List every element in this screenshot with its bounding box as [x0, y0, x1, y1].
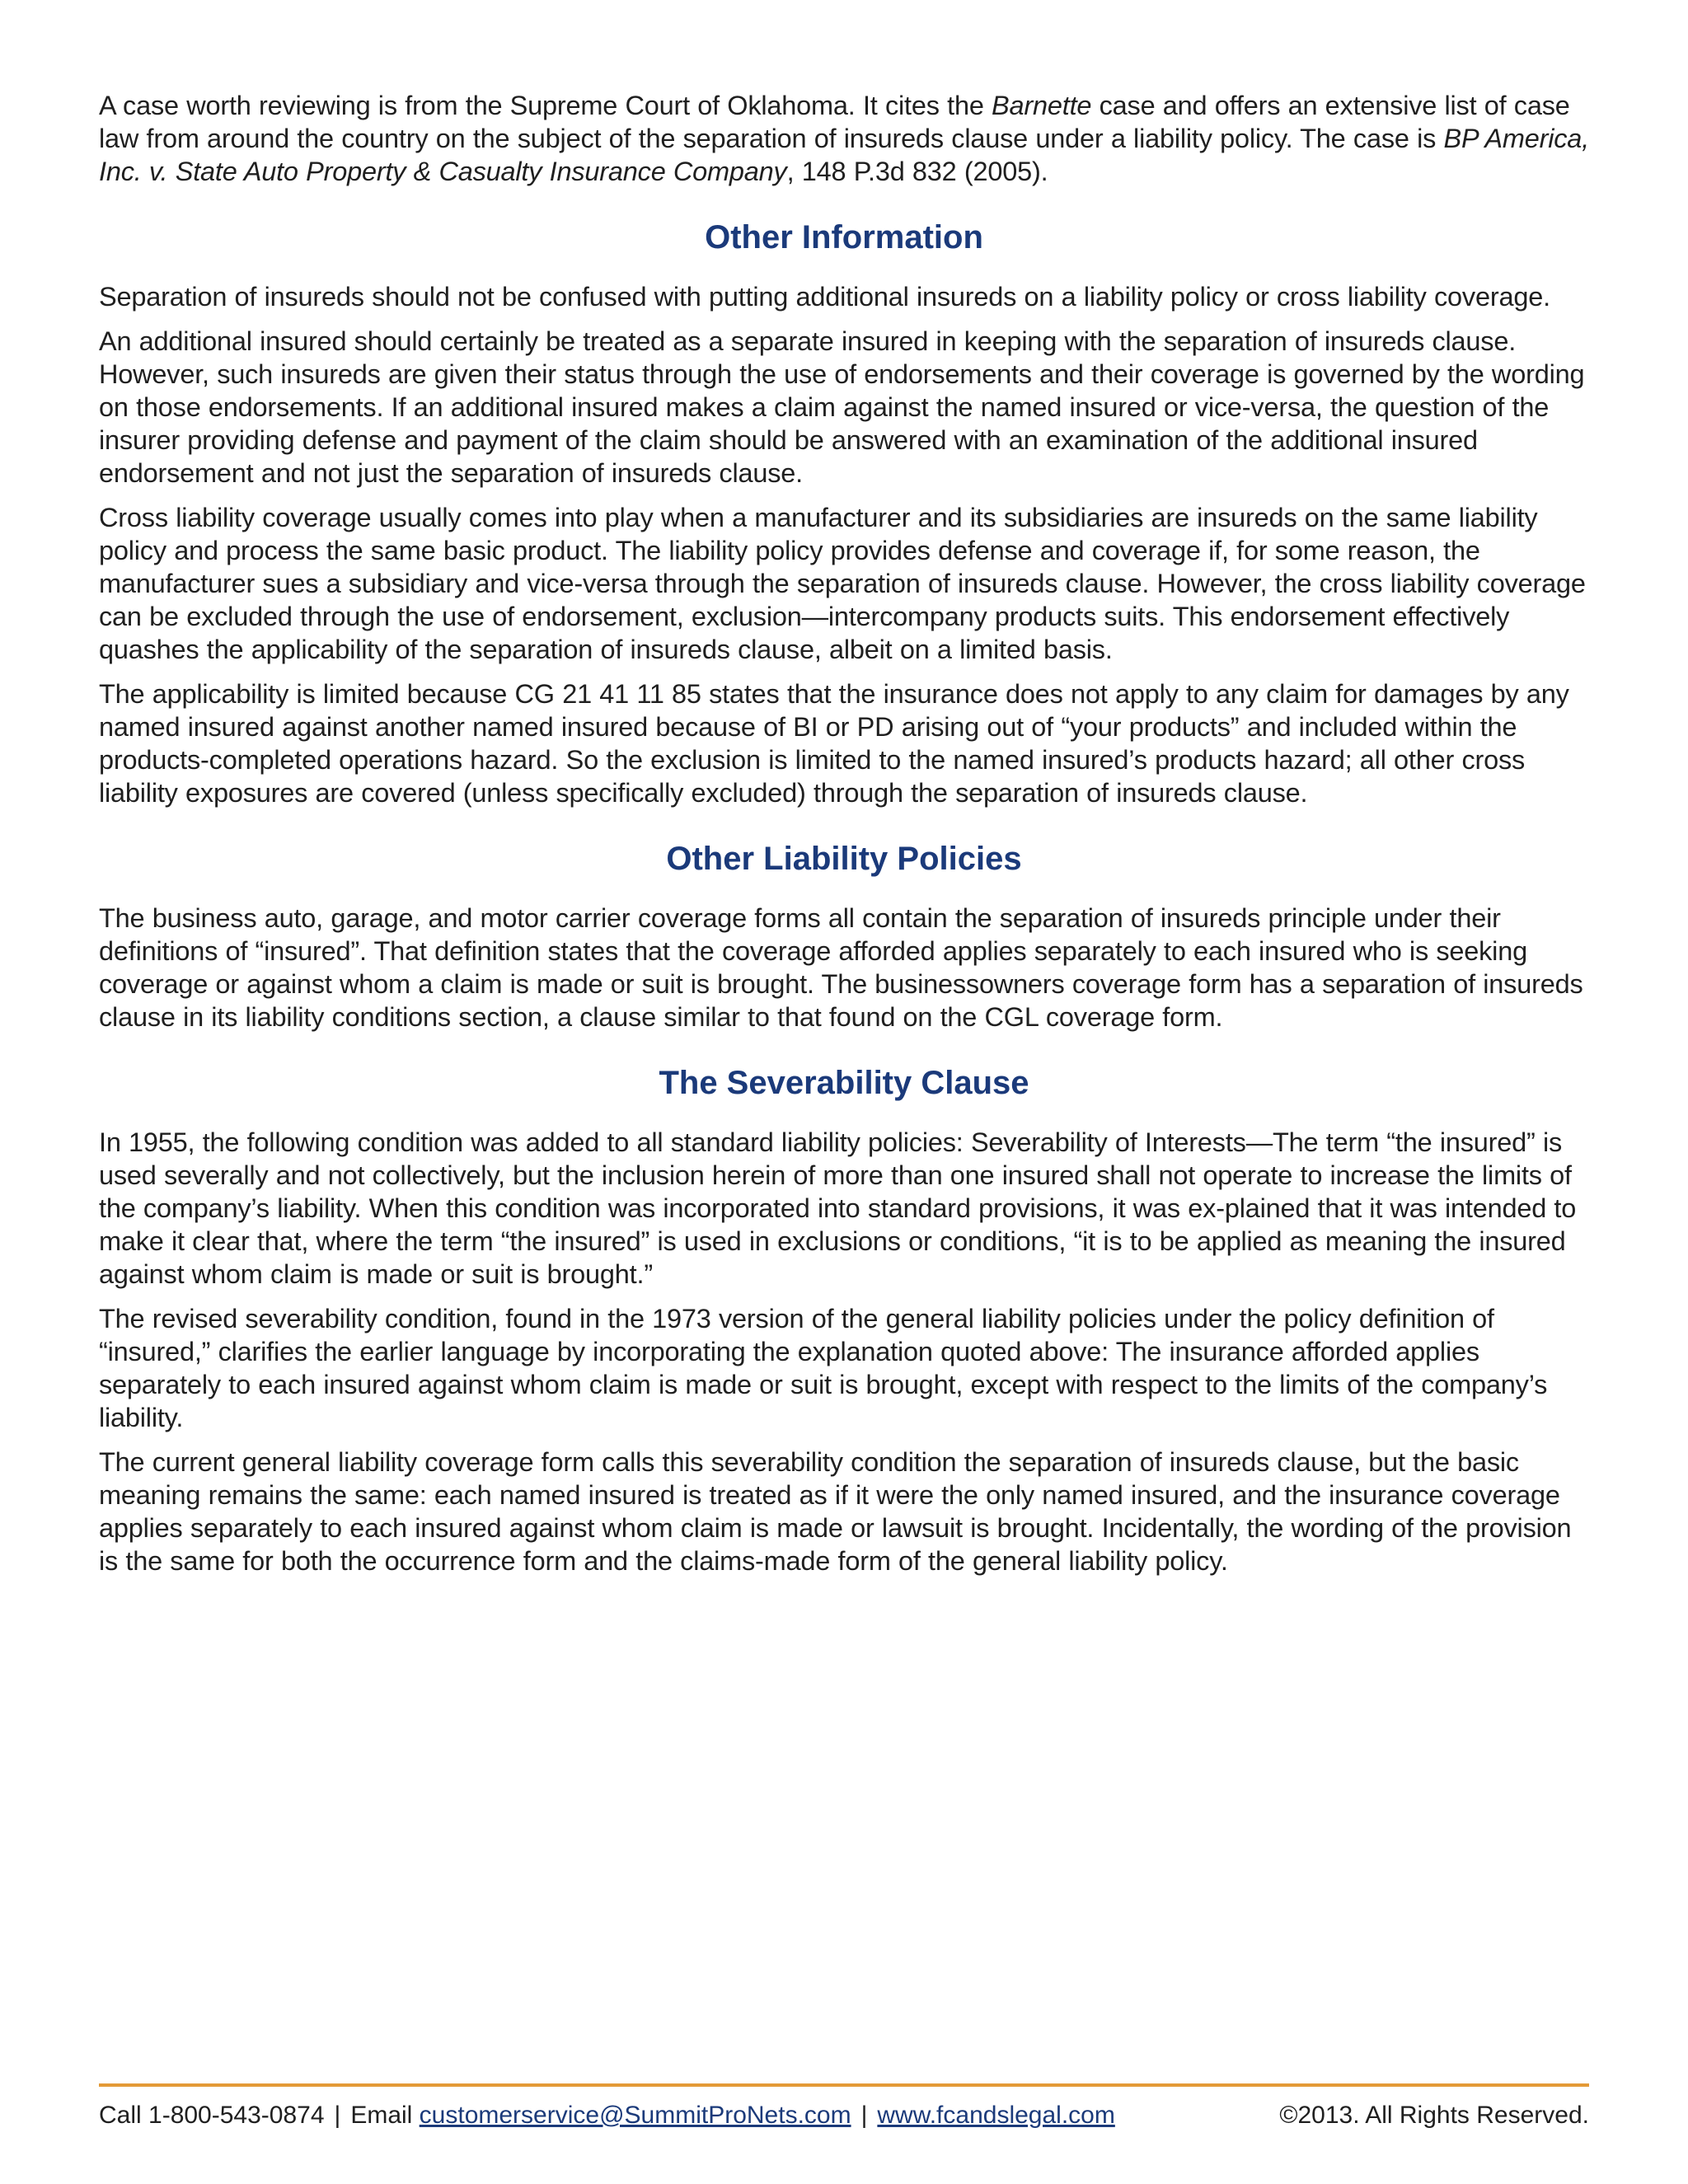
paragraph: The applicability is limited because CG 21 41 11 85 states that the insurance does not apply to any claim for damages by any named insured against another named insured because of BI or PD arising out of “your products” and included within the products-completed operations hazard. So the exclusion is limited to the named insured’s products hazard; all other cross liability exposures are covered (unless specifically excluded) through the separation of insureds clause.: [99, 679, 1569, 808]
intro-text-e: , 148 P.3d 832 (2005).: [786, 157, 1048, 186]
footer-contact: [99, 2100, 1115, 2131]
footer-separator: |: [860, 2102, 868, 2129]
paragraph: An additional insured should certainly be treated as a separate insured in keeping with the separation of insureds clause. However, such insureds are given their status through the use of endorsements and their coverage is governed by the wording on those endorsements. If an additional insured makes a claim against the named insured or vice-versa, the question of the insurer providing defense and payment of the claim should be answered with an examination of the additional insured endorsement and not just the separation of insureds clause.: [99, 326, 1585, 488]
intro-case-name: Barnette: [992, 91, 1092, 120]
intro-paragraph: [99, 89, 1589, 188]
intro-text-c: case and offers an extensive list of case law from around the country on the subject of the separation of insureds clause under a liability policy. The case is: [99, 91, 1570, 153]
footer-email-label: Email: [350, 2102, 420, 2129]
footer-phone: Call 1-800-543-0874: [99, 2102, 325, 2129]
footer-email-link[interactable]: customerservice@SummitProNets.com: [419, 2102, 851, 2129]
page-footer: [99, 2083, 1589, 2131]
heading-other-information: Other Information: [705, 219, 983, 255]
footer-copyright: ©2013. All Rights Reserved.: [1279, 2102, 1589, 2129]
paragraph: In 1955, the following condition was added to all standard liability policies: Severability of Interests—The term “the insured” is used severally and not collectively, but the inclusion herein of more than one insured shall not operate to increase the limits of the company’s liability. When this condition was incorporated into standard provisions, it was ex-plained that it was intended to make it clear that, where the term “the insured” is used in exclusions or conditions, “it is to be applied as meaning the insured against whom claim is made or suit is brought.”: [99, 1127, 1577, 1289]
intro-case-citation: BP America, Inc. v. State Auto Property & Casualty Insurance Company: [99, 124, 1589, 186]
intro-text-a: A case worth reviewing is from the Supreme Court of Oklahoma. It cites the: [99, 91, 992, 120]
footer-website-link[interactable]: www.fcandslegal.com: [877, 2102, 1115, 2129]
paragraph: The current general liability coverage form calls this severability condition the separation of insureds clause, but the basic meaning remains the same: each named insured is treated as if it were the only named insured, and the insurance coverage applies separately to each insured against whom claim is made or lawsuit is brought. Incidentally, the wording of the provision is the same for both the occurrence form and the claims-made form of the general liability policy.: [99, 1447, 1572, 1576]
footer-separator: |: [334, 2102, 341, 2129]
heading-other-liability-policies: Other Liability Policies: [666, 841, 1022, 877]
footer-contact-row: [99, 2100, 1589, 2131]
paragraph: Cross liability coverage usually comes into play when a manufacturer and its subsidiaries are insureds on the same liability policy and process the same basic product. The liability policy provides defense and coverage if, for some reason, the manufacturer sues a subsidiary and vice-versa through the separation of insureds clause. However, the cross liability coverage can be excluded through the use of endorsement, exclusion—intercompany products suits. This endorsement effectively quashes the applicability of the separation of insureds clause, albeit on a limited basis.: [99, 503, 1586, 664]
paragraph: The business auto, garage, and motor carrier coverage forms all contain the separation of insureds principle under their definitions of “insured”. That definition states that the coverage afforded applies separately to each insured who is seeking coverage or against whom a claim is made or suit is brought. The businessowners coverage form has a separation of insureds clause in its liability conditions section, a clause similar to that found on the CGL coverage form.: [99, 903, 1583, 1032]
paragraph: Separation of insureds should not be confused with putting additional insureds on a liability policy or cross liability coverage.: [99, 282, 1550, 312]
heading-severability-clause: The Severability Clause: [659, 1065, 1029, 1101]
paragraph: The revised severability condition, found in the 1973 version of the general liability policies under the policy definition of “insured,” clarifies the earlier language by incorporating the explanation quoted above: The insurance afforded applies separately to each insured against whom claim is made or suit is brought, except with respect to the limits of the company’s liability.: [99, 1304, 1548, 1432]
footer-divider: [99, 2083, 1589, 2087]
document-body: [99, 89, 1589, 1589]
